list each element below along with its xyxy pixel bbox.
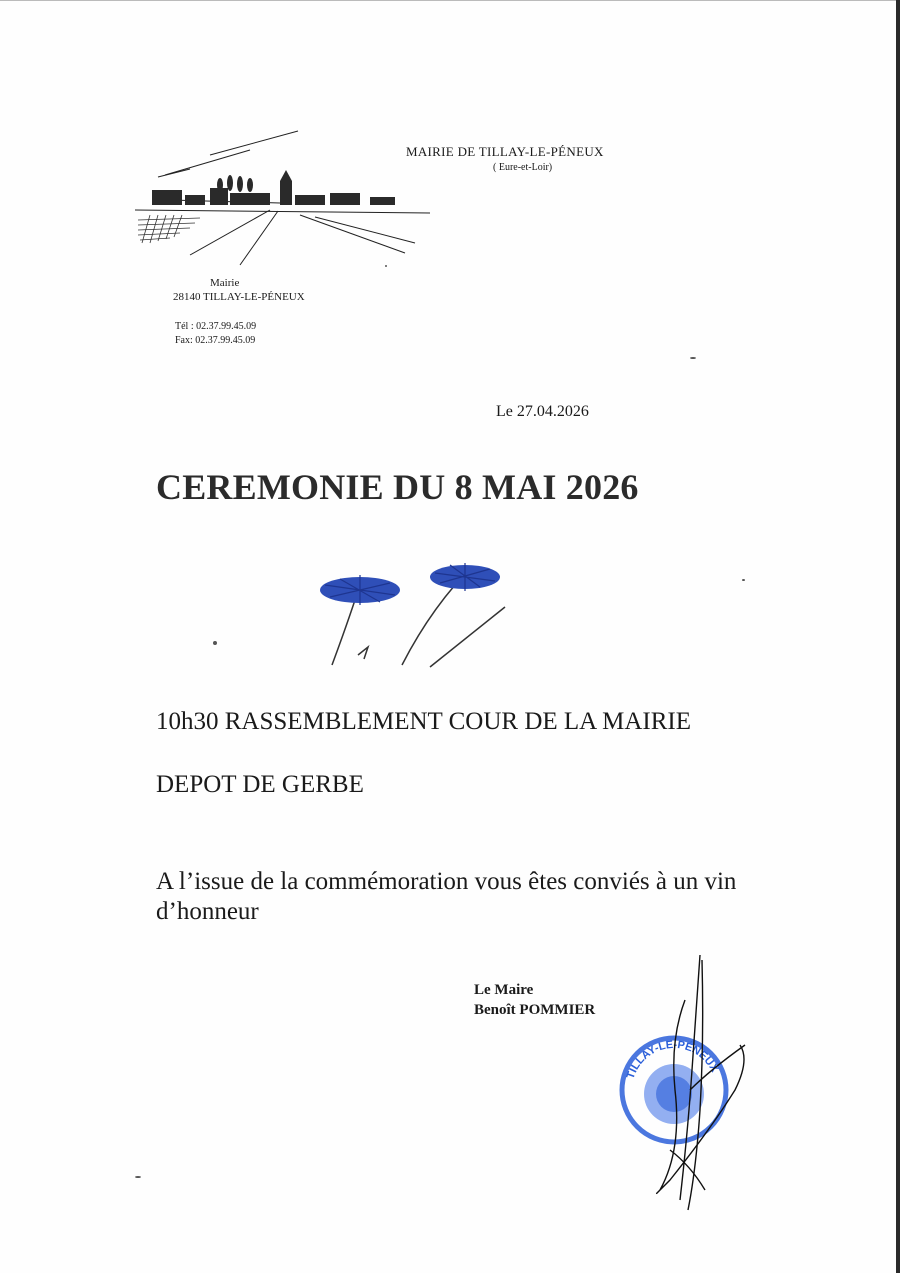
schedule-line: 10h30 RASSEMBLEMENT COUR DE LA MAIRIE	[156, 708, 691, 735]
scan-speck	[385, 265, 387, 267]
address-line-2: 28140 TILLAY-LE-PÉNEUX	[173, 291, 305, 303]
page-title: CEREMONIE DU 8 MAI 2026	[156, 467, 639, 507]
signature	[630, 950, 760, 1220]
fax: Fax: 02.37.99.45.09	[175, 335, 256, 346]
address-line-1: Mairie	[210, 277, 240, 289]
signatory-name: Benoît POMMIER	[474, 1002, 596, 1018]
telephone: Tél : 02.37.99.45.09	[175, 321, 257, 332]
scan-speck	[690, 357, 696, 359]
scan-speck	[135, 1176, 141, 1178]
village-sketch-illustration	[130, 125, 430, 275]
department-label: ( Eure-et-Loir)	[493, 162, 553, 173]
cornflower-illustration	[310, 555, 520, 670]
scan-speck	[742, 579, 745, 581]
stamp-text: TILLAY-LE-PÉNEUX	[624, 1038, 721, 1081]
document-date: Le 27.04.2026	[496, 403, 589, 420]
scan-edge-right	[896, 0, 900, 1273]
scan-speck	[213, 641, 217, 645]
invitation-paragraph: A l’issue de la commémoration vous êtes conviés à un vin d’honneur	[156, 868, 737, 925]
wreath-laying-line: DEPOT DE GERBE	[156, 771, 364, 798]
signatory-role: Le Maire	[474, 982, 534, 998]
mairie-title: MAIRIE DE TILLAY-LE-PÉNEUX	[406, 144, 604, 159]
scan-edge-top	[0, 0, 900, 1]
